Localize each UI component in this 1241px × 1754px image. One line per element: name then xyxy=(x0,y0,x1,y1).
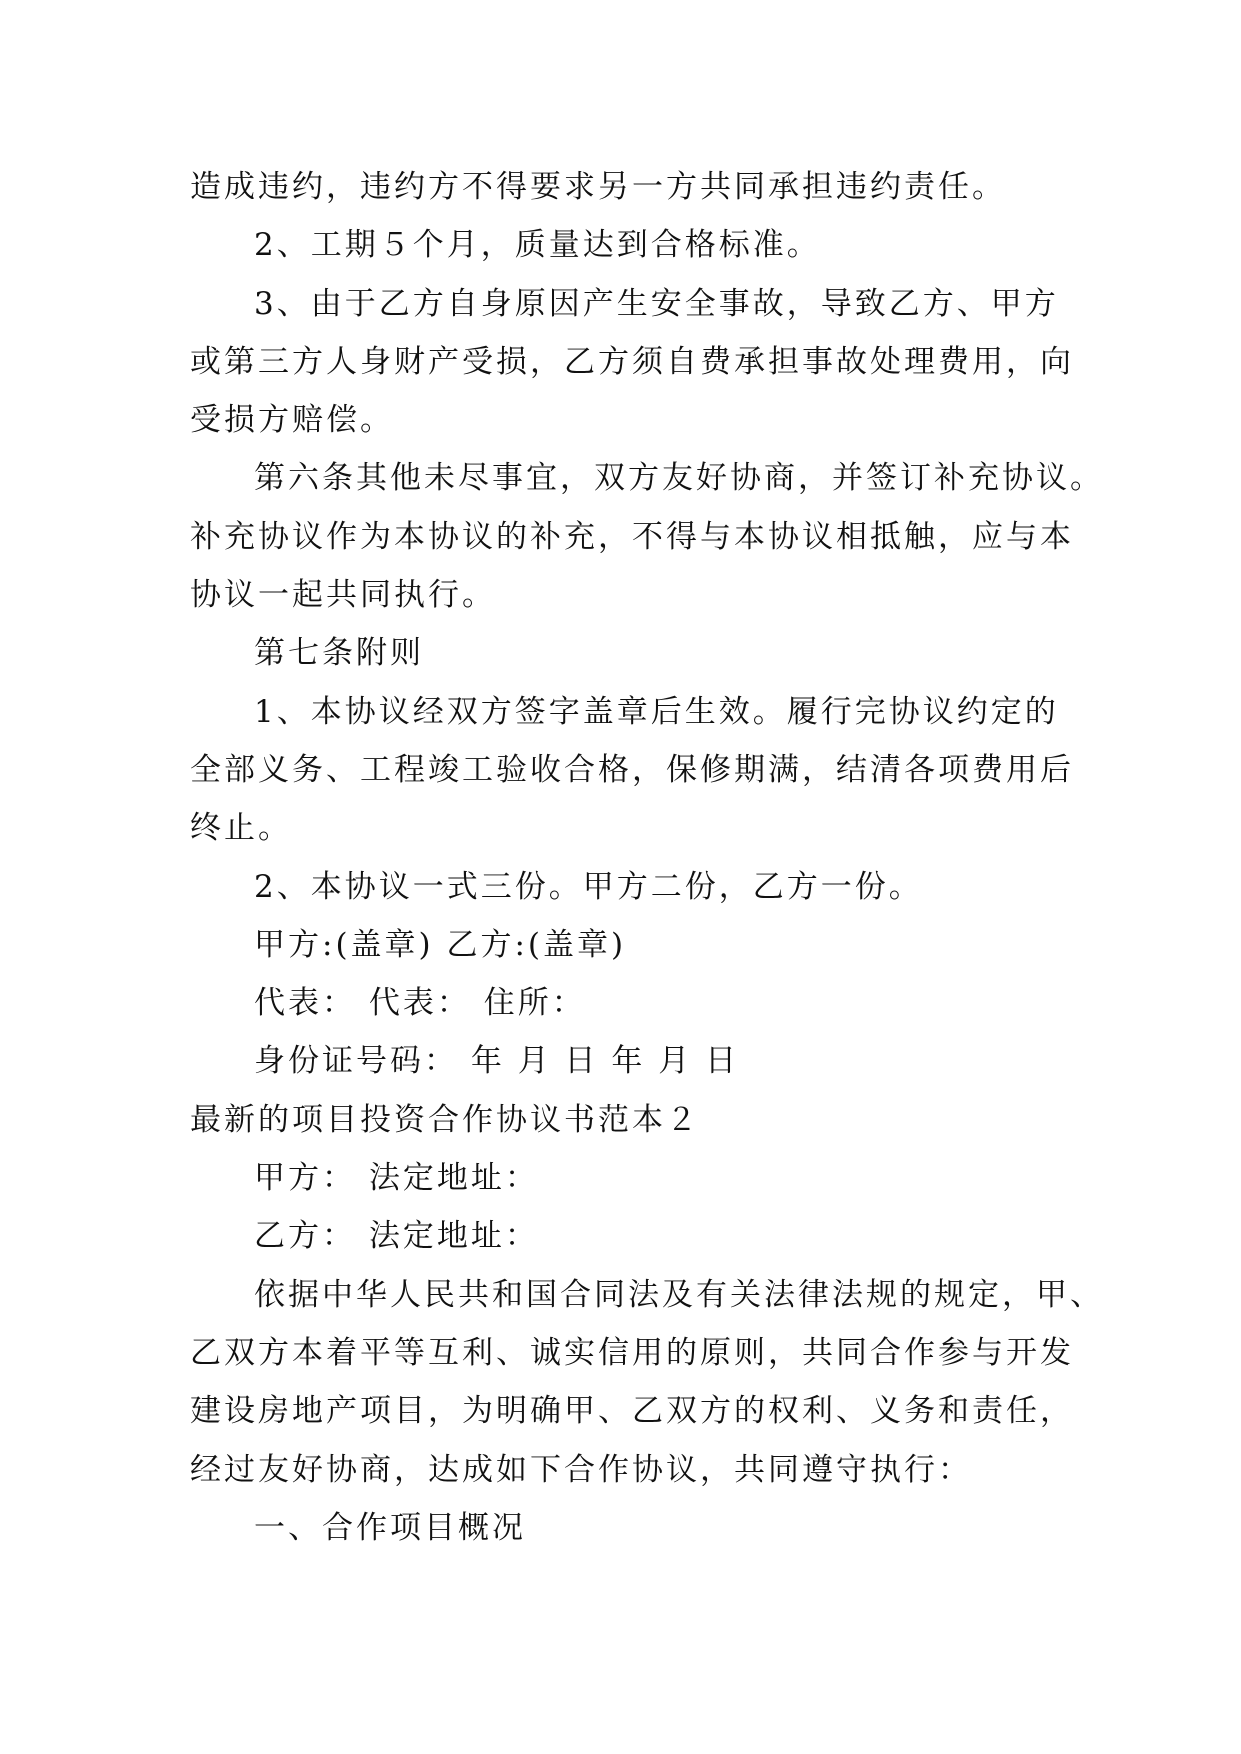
text-line: 2、本协议一式三份。甲方二份，乙方一份。 xyxy=(254,868,923,905)
document-title: 最新的项目投资合作协议书范本２ xyxy=(190,1101,700,1138)
text-line: 全部义务、工程竣工验收合格，保修期满，结清各项费用后 xyxy=(190,751,1074,788)
text-line: 1、本协议经双方签字盖章后生效。履行完协议约定的 xyxy=(254,693,1059,730)
signature-line: 身份证号码： 年 月 日 年 月 日 xyxy=(254,1043,740,1080)
text-line: 或第三方人身财产受损，乙方须自费承担事故处理费用，向 xyxy=(190,343,1074,380)
text-line: 造成违约，违约方不得要求另一方共同承担违约责任。 xyxy=(190,169,1006,205)
signature-line: 甲方:(盖章) 乙方:(盖章) xyxy=(254,926,627,963)
party-line: 甲方： 法定地址： xyxy=(254,1160,539,1197)
text-line: 依据中华人民共和国合同法及有关法律法规的规定，甲、 xyxy=(254,1276,1104,1313)
section-heading: 第七条附则 xyxy=(254,635,424,672)
text-line: 经过友好协商，达成如下合作协议，共同遵守执行： xyxy=(190,1451,972,1488)
text-line: 乙双方本着平等互利、诚实信用的原则，共同合作参与开发 xyxy=(190,1334,1074,1371)
text-line: 受损方赔偿。 xyxy=(190,402,394,439)
text-line: 第六条其他未尽事宜，双方友好协商，并签订补充协议。 xyxy=(254,460,1104,497)
text-line: 建设房地产项目，为明确甲、乙双方的权利、义务和责任， xyxy=(190,1393,1074,1430)
text-line: 协议一起共同执行。 xyxy=(190,577,496,614)
text-line: 补充协议作为本协议的补充，不得与本协议相抵触，应与本 xyxy=(190,518,1074,555)
party-line: 乙方： 法定地址： xyxy=(254,1218,539,1255)
text-line: 3、由于乙方自身原因产生安全事故，导致乙方、甲方 xyxy=(254,285,1059,322)
text-line: 终止。 xyxy=(190,810,292,847)
section-heading: 一、合作项目概况 xyxy=(254,1509,526,1546)
text-line: 2、工期５个月，质量达到合格标准。 xyxy=(254,227,821,264)
document-body xyxy=(190,158,1104,1557)
signature-line: 代表： 代表： 住所： xyxy=(254,985,586,1022)
